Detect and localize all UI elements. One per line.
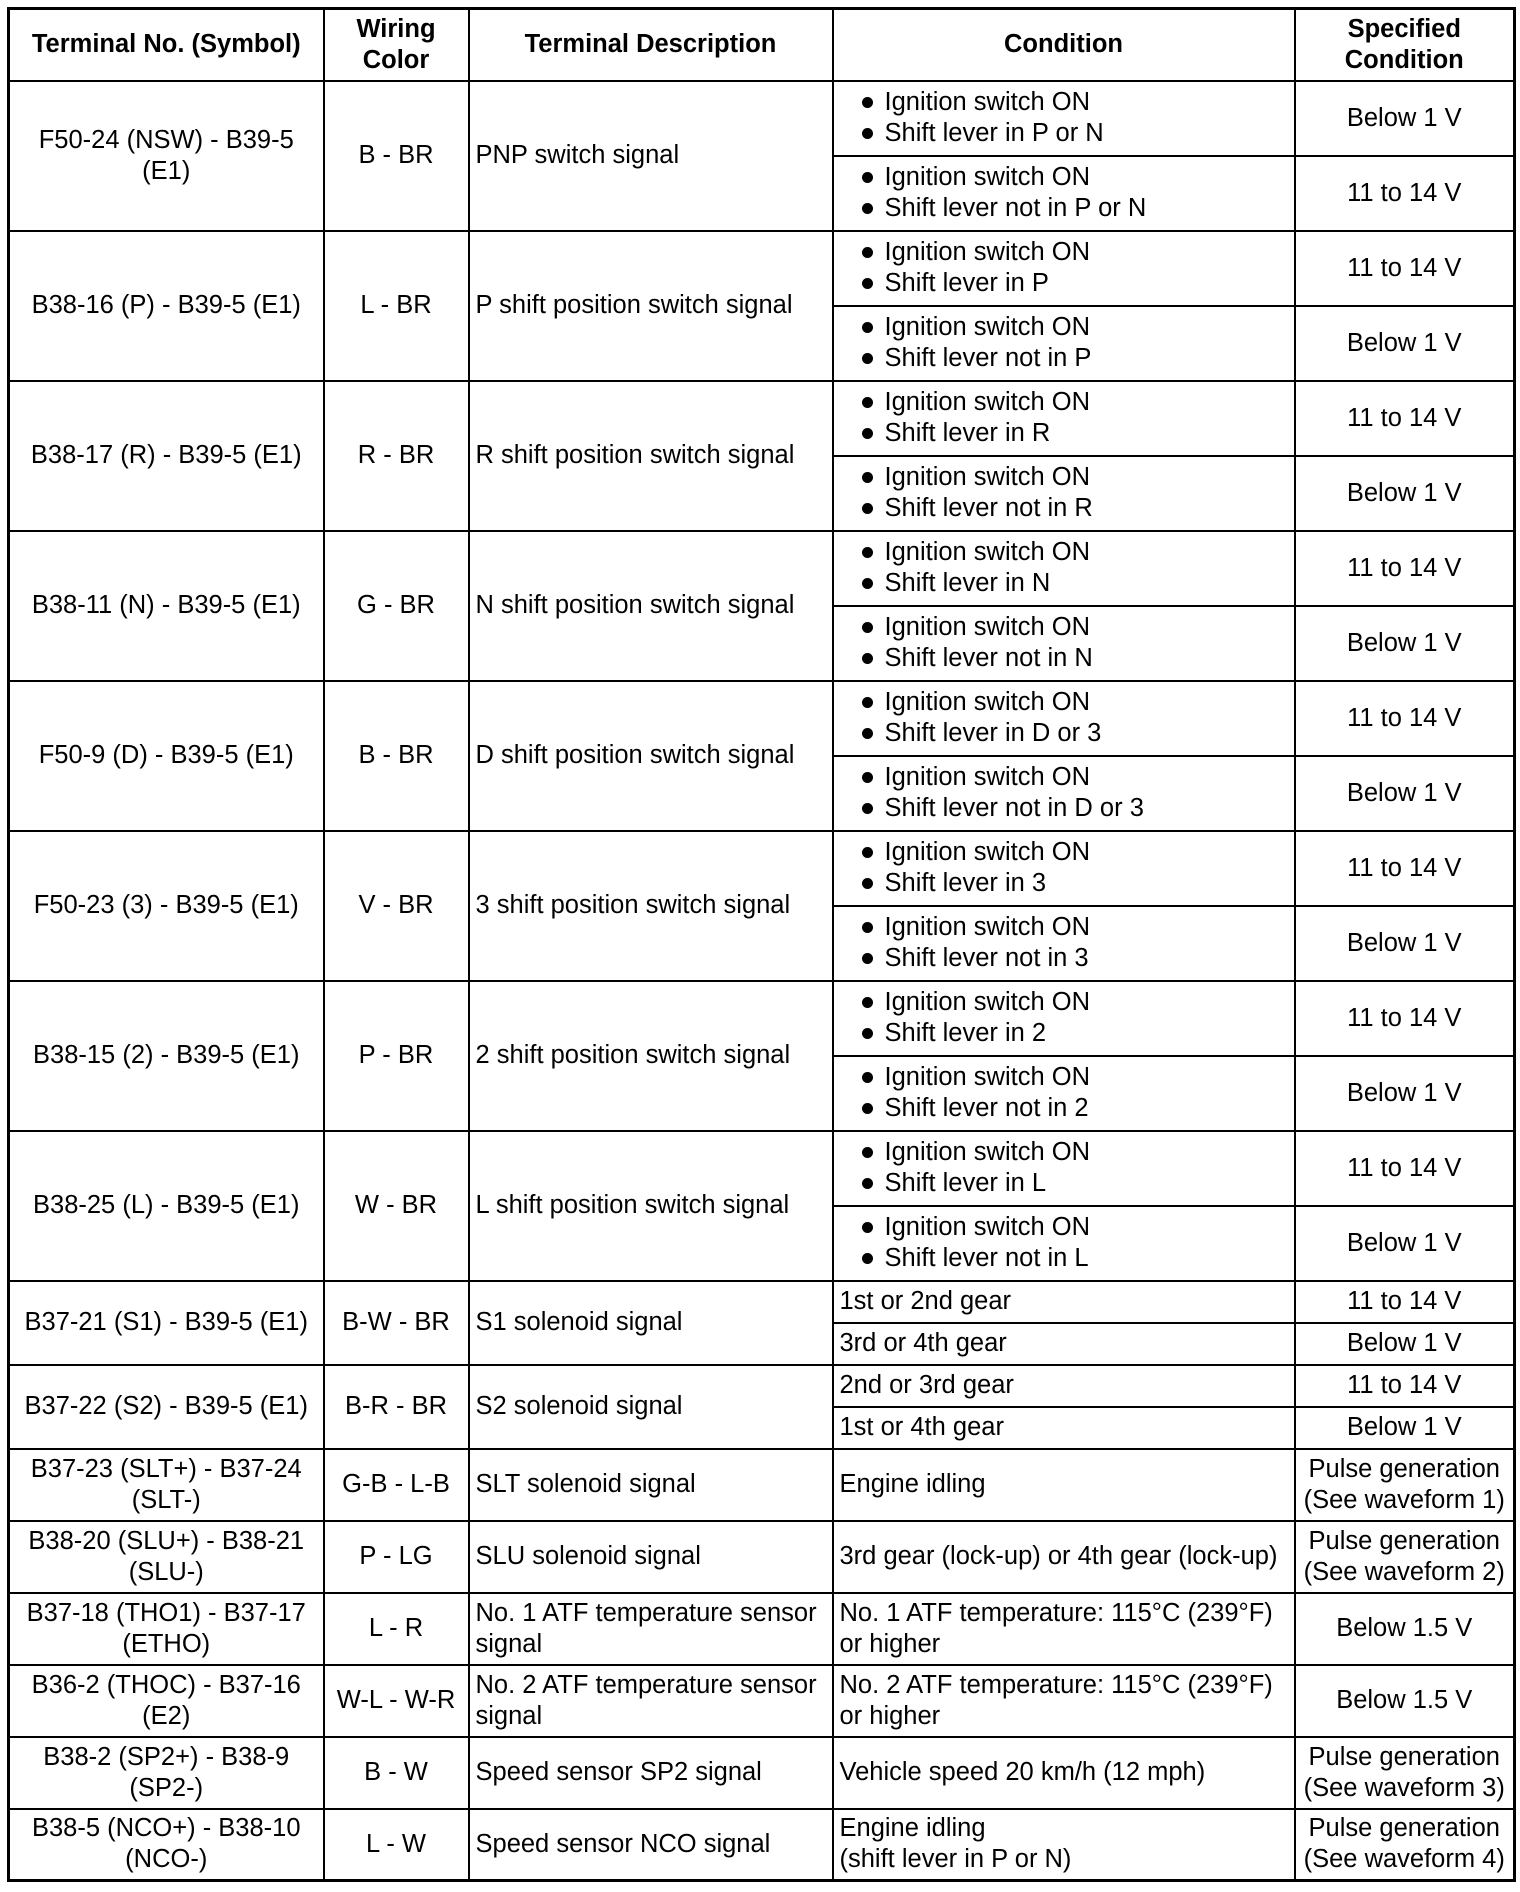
spec-cell: Below 1 V <box>1295 306 1515 381</box>
condition-cell: Ignition switch ON Shift lever in R <box>833 381 1295 456</box>
condition-cell: 1st or 4th gear <box>833 1407 1295 1449</box>
wiring-cell: B-W - BR <box>324 1281 469 1365</box>
condition-cell: Ignition switch ON Shift lever not in D or 3 <box>833 756 1295 831</box>
table-row <box>9 1365 1515 1407</box>
header-terminal-description: Terminal Description <box>469 9 833 81</box>
bullet-icon <box>862 322 873 333</box>
bullet-icon <box>862 697 873 708</box>
table-row <box>9 1809 1515 1881</box>
condition-cell: 2nd or 3rd gear <box>833 1365 1295 1407</box>
header-specified-condition: Specified Condition <box>1295 9 1515 81</box>
description-cell: S2 solenoid signal <box>469 1365 833 1449</box>
condition-cell: Ignition switch ON Shift lever not in P or N <box>833 156 1295 231</box>
bullet-icon <box>862 622 873 633</box>
wiring-cell: L - BR <box>324 231 469 381</box>
table-row <box>9 1521 1515 1593</box>
spec-cell: 11 to 14 V <box>1295 831 1515 906</box>
condition-cell: Ignition switch ON Shift lever in D or 3 <box>833 681 1295 756</box>
description-cell: No. 1 ATF temperature sensor signal <box>469 1593 833 1665</box>
description-cell: SLT solenoid signal <box>469 1449 833 1521</box>
condition-cell: 3rd or 4th gear <box>833 1323 1295 1365</box>
terminal-cell: B38-16 (P) - B39-5 (E1) <box>9 231 324 381</box>
spec-cell: 11 to 14 V <box>1295 531 1515 606</box>
table-header-row <box>9 9 1515 81</box>
wiring-cell: L - W <box>324 1809 469 1881</box>
bullet-icon <box>862 97 873 108</box>
terminal-cell: B38-2 (SP2+) - B38-9 (SP2-) <box>9 1737 324 1809</box>
spec-cell: 11 to 14 V <box>1295 1365 1515 1407</box>
table-row <box>9 381 1515 456</box>
bullet-icon <box>862 1072 873 1083</box>
bullet-icon <box>862 1178 873 1189</box>
spec-cell: 11 to 14 V <box>1295 381 1515 456</box>
spec-cell: Below 1 V <box>1295 606 1515 681</box>
table-row <box>9 1665 1515 1737</box>
table-row <box>9 681 1515 756</box>
table-row <box>9 231 1515 306</box>
table-row <box>9 981 1515 1056</box>
spec-cell: Pulse generation (See waveform 1) <box>1295 1449 1515 1521</box>
terminal-cell: B38-25 (L) - B39-5 (E1) <box>9 1131 324 1281</box>
spec-cell: Below 1.5 V <box>1295 1665 1515 1737</box>
description-cell: R shift position switch signal <box>469 381 833 531</box>
spec-cell: 11 to 14 V <box>1295 231 1515 306</box>
spec-cell: 11 to 14 V <box>1295 981 1515 1056</box>
spec-cell: Below 1 V <box>1295 81 1515 156</box>
table-row <box>9 1281 1515 1323</box>
header-wiring-color: Wiring Color <box>324 9 469 81</box>
bullet-icon <box>862 1028 873 1039</box>
condition-cell: No. 2 ATF temperature: 115°C (239°F) or higher <box>833 1665 1295 1737</box>
condition-cell: Ignition switch ON Shift lever not in P <box>833 306 1295 381</box>
description-cell: P shift position switch signal <box>469 231 833 381</box>
condition-cell: Vehicle speed 20 km/h (12 mph) <box>833 1737 1295 1809</box>
wiring-cell: B - BR <box>324 81 469 231</box>
description-cell: SLU solenoid signal <box>469 1521 833 1593</box>
terminal-cell: B37-18 (THO1) - B37-17 (ETHO) <box>9 1593 324 1665</box>
wiring-cell: R - BR <box>324 381 469 531</box>
spec-cell: Pulse generation (See waveform 4) <box>1295 1809 1515 1881</box>
terminal-cell: F50-24 (NSW) - B39-5 (E1) <box>9 81 324 231</box>
terminal-inspection-table <box>7 7 1516 1882</box>
condition-cell: Ignition switch ON Shift lever not in 2 <box>833 1056 1295 1131</box>
spec-cell: Below 1 V <box>1295 1206 1515 1281</box>
table-row <box>9 831 1515 906</box>
terminal-cell: B38-11 (N) - B39-5 (E1) <box>9 531 324 681</box>
table-row <box>9 81 1515 156</box>
bullet-icon <box>862 997 873 1008</box>
spec-cell: Below 1 V <box>1295 756 1515 831</box>
terminal-cell: B37-21 (S1) - B39-5 (E1) <box>9 1281 324 1365</box>
bullet-icon <box>862 397 873 408</box>
wiring-cell: W-L - W-R <box>324 1665 469 1737</box>
description-cell: 2 shift position switch signal <box>469 981 833 1131</box>
condition-cell: Engine idling <box>833 1449 1295 1521</box>
terminal-cell: B37-23 (SLT+) - B37-24 (SLT-) <box>9 1449 324 1521</box>
wiring-cell: L - R <box>324 1593 469 1665</box>
bullet-icon <box>862 1222 873 1233</box>
terminal-cell: F50-23 (3) - B39-5 (E1) <box>9 831 324 981</box>
bullet-icon <box>862 353 873 364</box>
bullet-icon <box>862 847 873 858</box>
spec-cell: Below 1 V <box>1295 906 1515 981</box>
table-row <box>9 531 1515 606</box>
condition-cell: Engine idling (shift lever in P or N) <box>833 1809 1295 1881</box>
condition-cell: No. 1 ATF temperature: 115°C (239°F) or higher <box>833 1593 1295 1665</box>
spec-cell: Pulse generation (See waveform 2) <box>1295 1521 1515 1593</box>
terminal-cell: B38-17 (R) - B39-5 (E1) <box>9 381 324 531</box>
bullet-icon <box>862 578 873 589</box>
wiring-cell: G-B - L-B <box>324 1449 469 1521</box>
terminal-cell: F50-9 (D) - B39-5 (E1) <box>9 681 324 831</box>
bullet-icon <box>862 728 873 739</box>
condition-cell: 3rd gear (lock-up) or 4th gear (lock-up) <box>833 1521 1295 1593</box>
spec-cell: 11 to 14 V <box>1295 1131 1515 1206</box>
description-cell: L shift position switch signal <box>469 1131 833 1281</box>
bullet-icon <box>862 128 873 139</box>
bullet-icon <box>862 278 873 289</box>
condition-cell: Ignition switch ON Shift lever not in R <box>833 456 1295 531</box>
condition-cell: Ignition switch ON Shift lever in P or N <box>833 81 1295 156</box>
wiring-cell: P - LG <box>324 1521 469 1593</box>
condition-cell: Ignition switch ON Shift lever not in L <box>833 1206 1295 1281</box>
spec-cell: Pulse generation (See waveform 3) <box>1295 1737 1515 1809</box>
terminal-cell: B38-15 (2) - B39-5 (E1) <box>9 981 324 1131</box>
condition-cell: Ignition switch ON Shift lever in 3 <box>833 831 1295 906</box>
wiring-cell: P - BR <box>324 981 469 1131</box>
condition-cell: Ignition switch ON Shift lever not in 3 <box>833 906 1295 981</box>
wiring-cell: W - BR <box>324 1131 469 1281</box>
bullet-icon <box>862 803 873 814</box>
spec-cell: Below 1.5 V <box>1295 1593 1515 1665</box>
spec-cell: 11 to 14 V <box>1295 156 1515 231</box>
description-cell: PNP switch signal <box>469 81 833 231</box>
terminal-cell: B38-5 (NCO+) - B38-10 (NCO-) <box>9 1809 324 1881</box>
table-row <box>9 1737 1515 1809</box>
bullet-icon <box>862 653 873 664</box>
bullet-icon <box>862 172 873 183</box>
terminal-cell: B38-20 (SLU+) - B38-21 (SLU-) <box>9 1521 324 1593</box>
wiring-cell: B - W <box>324 1737 469 1809</box>
wiring-cell: B-R - BR <box>324 1365 469 1449</box>
spec-cell: Below 1 V <box>1295 1056 1515 1131</box>
header-condition: Condition <box>833 9 1295 81</box>
description-cell: D shift position switch signal <box>469 681 833 831</box>
table-row <box>9 1593 1515 1665</box>
condition-cell: Ignition switch ON Shift lever not in N <box>833 606 1295 681</box>
description-cell: N shift position switch signal <box>469 531 833 681</box>
spec-cell: 11 to 14 V <box>1295 681 1515 756</box>
terminal-table-container <box>7 7 1516 1882</box>
condition-cell: 1st or 2nd gear <box>833 1281 1295 1323</box>
description-cell: No. 2 ATF temperature sensor signal <box>469 1665 833 1737</box>
description-cell: Speed sensor NCO signal <box>469 1809 833 1881</box>
description-cell: 3 shift position switch signal <box>469 831 833 981</box>
header-terminal: Terminal No. (Symbol) <box>9 9 324 81</box>
spec-cell: Below 1 V <box>1295 1407 1515 1449</box>
condition-cell: Ignition switch ON Shift lever in N <box>833 531 1295 606</box>
condition-cell: Ignition switch ON Shift lever in P <box>833 231 1295 306</box>
description-cell: S1 solenoid signal <box>469 1281 833 1365</box>
bullet-icon <box>862 772 873 783</box>
bullet-icon <box>862 472 873 483</box>
terminal-cell: B36-2 (THOC) - B37-16 (E2) <box>9 1665 324 1737</box>
bullet-icon <box>862 1147 873 1158</box>
terminal-cell: B37-22 (S2) - B39-5 (E1) <box>9 1365 324 1449</box>
bullet-icon <box>862 1253 873 1264</box>
bullet-icon <box>862 547 873 558</box>
bullet-icon <box>862 922 873 933</box>
condition-cell: Ignition switch ON Shift lever in L <box>833 1131 1295 1206</box>
spec-cell: 11 to 14 V <box>1295 1281 1515 1323</box>
condition-cell: Ignition switch ON Shift lever in 2 <box>833 981 1295 1056</box>
table-row <box>9 1131 1515 1206</box>
bullet-icon <box>862 203 873 214</box>
bullet-icon <box>862 503 873 514</box>
spec-cell: Below 1 V <box>1295 456 1515 531</box>
table-row <box>9 1449 1515 1521</box>
wiring-cell: B - BR <box>324 681 469 831</box>
bullet-icon <box>862 1103 873 1114</box>
wiring-cell: V - BR <box>324 831 469 981</box>
bullet-icon <box>862 428 873 439</box>
bullet-icon <box>862 878 873 889</box>
bullet-icon <box>862 247 873 258</box>
bullet-icon <box>862 953 873 964</box>
spec-cell: Below 1 V <box>1295 1323 1515 1365</box>
description-cell: Speed sensor SP2 signal <box>469 1737 833 1809</box>
wiring-cell: G - BR <box>324 531 469 681</box>
